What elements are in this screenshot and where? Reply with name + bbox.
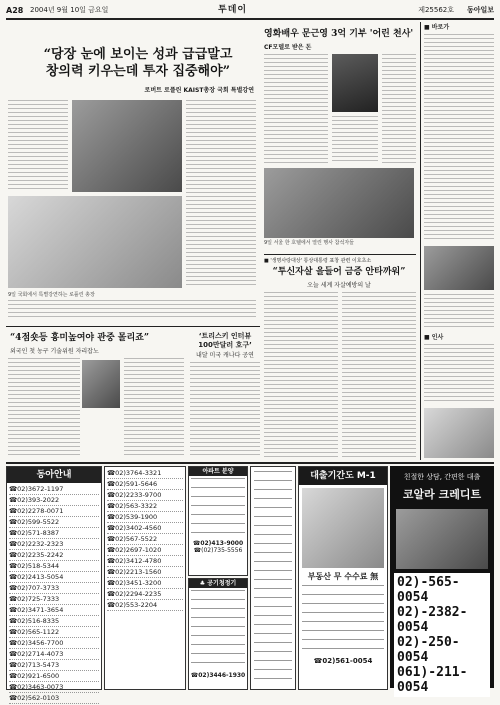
koala-phone-box bbox=[394, 573, 490, 697]
interview-headline-line2: 100만달러 호구’ bbox=[198, 341, 252, 349]
koala-phone-3: 02)-250-0054 bbox=[397, 635, 460, 665]
suicide-byline: 오늘 세계 자살예방의 날 bbox=[307, 282, 371, 289]
group-photo bbox=[264, 168, 414, 238]
feature-text-column1 bbox=[264, 54, 328, 164]
phone-entry: ☎02)516-8335 bbox=[9, 616, 99, 627]
right-column-photo bbox=[424, 246, 494, 290]
interview-subhead: 내달 미국 캐나다 공연 bbox=[196, 352, 254, 359]
feature-text-column2 bbox=[332, 116, 378, 164]
section-title: 투데이 bbox=[218, 5, 248, 15]
classified-purifier-phone: ☎02)3446-1930 bbox=[190, 672, 246, 679]
phone-entry: ☎02)921-6500 bbox=[9, 671, 99, 682]
page-number: A28 bbox=[6, 6, 24, 15]
donga-phone-list bbox=[7, 483, 101, 705]
classified-column-lines bbox=[254, 471, 292, 685]
culture-headline: “4점숏등 흥미높여야 관중 몰리죠” bbox=[10, 333, 150, 343]
phone-entry: ☎02)563-3322 bbox=[107, 501, 183, 512]
culture-portrait bbox=[82, 360, 120, 408]
phone-entry: ☎02)2413-5054 bbox=[9, 572, 99, 583]
loan-ad-m1-image bbox=[302, 488, 384, 568]
issue-date: 2004년 9월 10일 금요일 bbox=[30, 6, 109, 14]
interview-text bbox=[190, 362, 260, 458]
phone-entry: ☎02)565-1122 bbox=[9, 627, 99, 638]
loan-ad-m1-phone: ☎02)561-0054 bbox=[313, 657, 373, 665]
classified-box-purifier bbox=[188, 578, 248, 690]
phone-entry: ☎02)591-5646 bbox=[107, 479, 183, 490]
loan-ad-m1 bbox=[298, 466, 388, 690]
suicide-text-column1 bbox=[264, 292, 338, 458]
koala-kicker: 친절한 상담, 간편한 대출 bbox=[403, 473, 481, 481]
interview-headline bbox=[190, 332, 260, 350]
loan-ad-koala bbox=[390, 466, 494, 695]
lead-headline-line2: 창의력 키우는데 투자 집중해야” bbox=[45, 64, 231, 79]
phone-entry: ☎02)3412-4780 bbox=[107, 556, 183, 567]
people-section-text bbox=[424, 344, 494, 404]
edition-number: 제25562호 bbox=[418, 6, 454, 14]
classified-column bbox=[250, 466, 296, 690]
phone-entry: ☎02)3456-7700 bbox=[9, 638, 99, 649]
classified-purifier-lines bbox=[191, 590, 245, 670]
column-rule bbox=[420, 22, 421, 460]
classified-purifier-title: ♣ 공기청정기 bbox=[189, 579, 247, 588]
middle-phone-list bbox=[105, 467, 185, 612]
phone-entry: ☎02)2235-2242 bbox=[9, 550, 99, 561]
phone-entry: ☎02)725-7333 bbox=[9, 594, 99, 605]
culture-text-column2 bbox=[124, 358, 184, 458]
lead-headline-line1: “당장 눈에 보이는 성과 급급말고 bbox=[43, 47, 233, 62]
people-section-title: ■ 인사 bbox=[424, 334, 444, 341]
phone-entry: ☎02)2213-1560 bbox=[107, 567, 183, 578]
lead-byline: 로버트 로플린 KAIST총장 국회 특별강연 bbox=[144, 87, 254, 94]
koala-brand: 코알라 크레디트 bbox=[402, 488, 482, 501]
divider bbox=[264, 254, 416, 255]
phone-entry: ☎02)3463-0073 bbox=[9, 682, 99, 693]
suicide-kicker: ■ '생명사랑대상' 통상대통령 표창 관련 이호초소 bbox=[264, 258, 372, 264]
masthead bbox=[6, 4, 494, 20]
suicide-text-column2 bbox=[342, 292, 416, 458]
phone-entry: ☎02)518-5344 bbox=[9, 561, 99, 572]
culture-text-column1 bbox=[8, 358, 80, 458]
classified-apartment-title: 아파트 분양 bbox=[189, 467, 247, 476]
feature-headline: 영화배우 문근영 3억 기부 '어린 천사' bbox=[264, 29, 414, 39]
phone-entry: ☎02)2232-2323 bbox=[9, 539, 99, 550]
phone-entry: ☎02)3764-3321 bbox=[107, 468, 183, 479]
right-column-text2 bbox=[424, 294, 494, 330]
lead-photo bbox=[72, 100, 182, 192]
culture-byline: 외국인 첫 농구 기술위원 자리잡노 bbox=[10, 348, 99, 355]
lead-photo-caption: 9일 국회에서 특별강연하는 로플린 총장 bbox=[8, 292, 95, 298]
feature-text-column3 bbox=[382, 54, 416, 164]
feature-portrait bbox=[332, 54, 378, 112]
lead-text-footer bbox=[8, 300, 256, 320]
ads-divider bbox=[6, 462, 494, 464]
loan-ad-m1-title: 대출기간도 M-1 bbox=[299, 467, 387, 485]
classified-apartment-phone: ☎02)413-9000 bbox=[192, 540, 244, 547]
classified-apartment-lines bbox=[191, 478, 245, 538]
right-column-title: ■ 바로가 bbox=[424, 24, 450, 31]
phone-entry: ☎02)2714-4073 bbox=[9, 649, 99, 660]
phone-entry: ☎02)3672-1197 bbox=[9, 484, 99, 495]
phone-entry: ☎02)571-8387 bbox=[9, 528, 99, 539]
interview-headline-line1: ‘트리스키 인터뷰 bbox=[198, 332, 252, 340]
koala-phone-2: 02)-2382-0054 bbox=[397, 605, 468, 635]
cake-photo bbox=[8, 196, 182, 288]
classified-apartment-phone2: ☎(02)735-5556 bbox=[193, 547, 243, 554]
donga-directory-ad bbox=[6, 466, 102, 702]
phone-entry: ☎02)2697-1020 bbox=[107, 545, 183, 556]
small-ad-box bbox=[424, 408, 494, 458]
phone-entry: ☎02)393-2022 bbox=[9, 495, 99, 506]
phone-entry: ☎02)562-0103 bbox=[9, 693, 99, 704]
phone-entry: ☎02)539-1900 bbox=[107, 512, 183, 523]
newspaper-name: 동아일보 bbox=[466, 6, 494, 14]
lead-text-column1 bbox=[8, 100, 68, 192]
koala-image bbox=[396, 509, 488, 569]
classified-box-apartment bbox=[188, 466, 248, 576]
group-photo-caption: 9일 서울 한 호텔에서 열린 행사 참석자들 bbox=[264, 240, 354, 246]
lead-text-column2 bbox=[186, 100, 256, 288]
koala-phone-1: 02)-565-0054 bbox=[397, 575, 460, 605]
phone-entry: ☎02)3471-3654 bbox=[9, 605, 99, 616]
phone-entry: ☎02)3402-4560 bbox=[107, 523, 183, 534]
phone-entry: ☎02)707-3733 bbox=[9, 583, 99, 594]
koala-phone-4: 061)-211-0054 bbox=[397, 665, 468, 695]
lead-headline bbox=[18, 46, 258, 80]
phone-entry: ☎02)713-5473 bbox=[9, 660, 99, 671]
donga-directory-title: 동아안내 bbox=[7, 467, 101, 483]
loan-ad-m1-lines bbox=[302, 585, 384, 655]
phone-entry: ☎02)2294-2235 bbox=[107, 589, 183, 600]
middle-listing-ad bbox=[104, 466, 186, 690]
right-column-text bbox=[424, 34, 494, 240]
feature-subhead: CF모델로 받은 돈 bbox=[264, 44, 312, 51]
phone-entry: ☎02)2233-9700 bbox=[107, 490, 183, 501]
loan-ad-m1-subtitle: 부동산 무 수수료 無 bbox=[307, 572, 379, 581]
divider bbox=[6, 326, 260, 327]
phone-entry: ☎02)3451-3200 bbox=[107, 578, 183, 589]
phone-entry: ☎02)2278-0071 bbox=[9, 506, 99, 517]
phone-entry: ☎02)553-2204 bbox=[107, 600, 183, 611]
suicide-headline: “투신자살 을들어 금증 안타까워” bbox=[272, 267, 406, 277]
phone-entry: ☎02)599-5522 bbox=[9, 517, 99, 528]
phone-entry: ☎02)567-5522 bbox=[107, 534, 183, 545]
